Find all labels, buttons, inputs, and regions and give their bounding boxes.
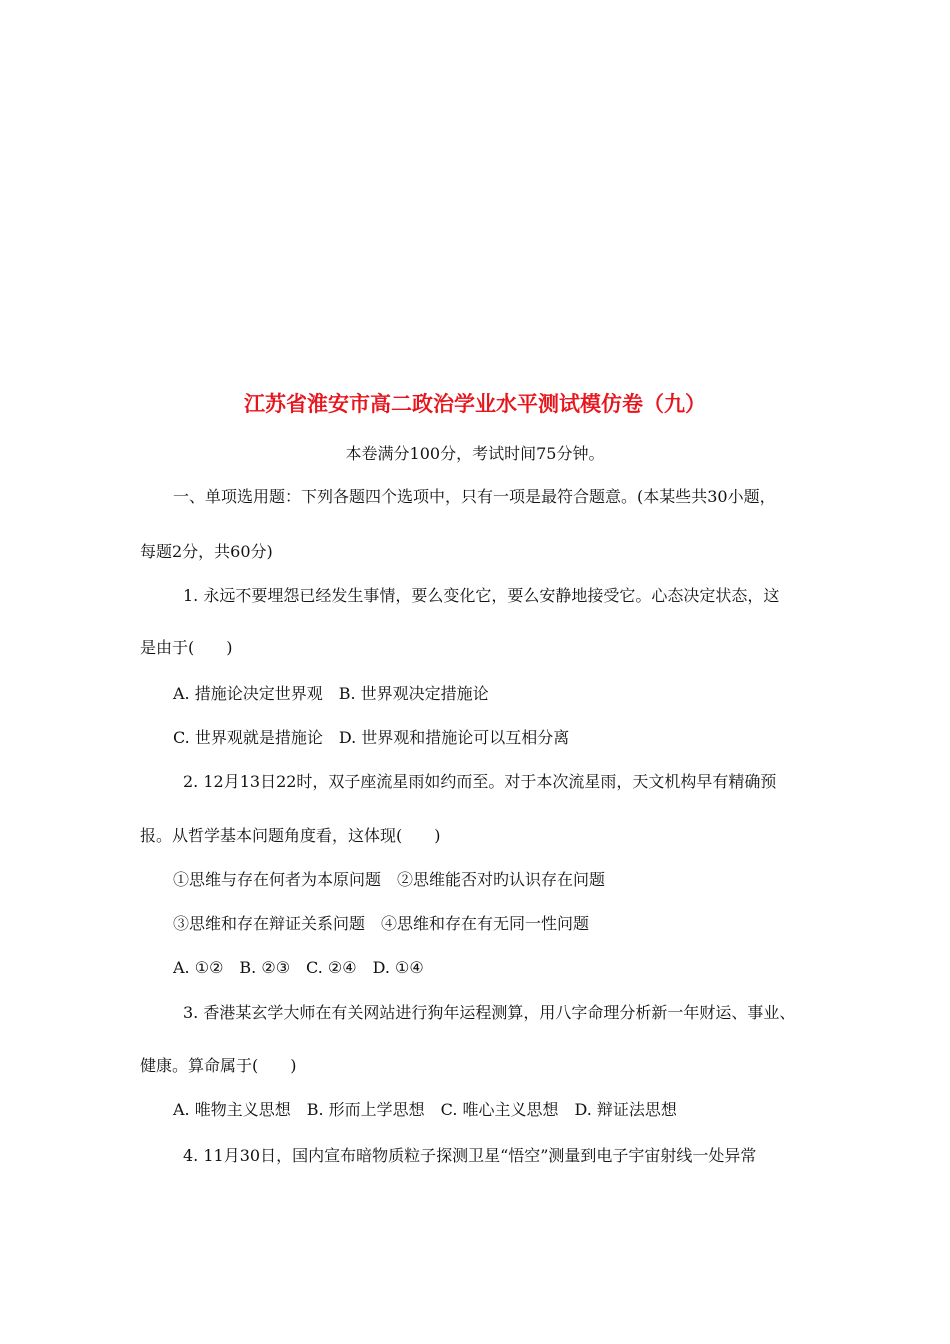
question-4-stem-line1: 4. 11月30日，国内宣布暗物质粒子探测卫星“悟空”测量到电子宇宙射线一处异常: [183, 1146, 757, 1165]
question-2-stem-line1: 2. 12月13日22时，双子座流星雨如约而至。对于本次流星雨，天文机构早有精确预: [183, 772, 777, 791]
question-3-stem-line2: 健康。算命属于( ): [140, 1056, 297, 1075]
question-1-option-ab: A. 措施论决定世界观 B. 世界观决定措施论: [173, 684, 489, 703]
section-heading-line2: 每题2分，共60分): [140, 542, 273, 561]
question-2-statements-12: ①思维与存在何者为本原问题 ②思维能否对旳认识存在问题: [173, 870, 606, 889]
exam-info: 本卷满分100分，考试时间75分钟。: [345, 444, 605, 463]
question-1-stem-line2: 是由于( ): [140, 638, 233, 657]
question-3-stem-line1: 3. 香港某玄学大师在有关网站进行狗年运程测算，用八字命理分析新一年财运、事业、: [183, 1003, 796, 1022]
section-heading-line1: 一、单项选用题：下列各题四个选项中，只有一项是最符合题意。(本某些共30小题，: [173, 487, 776, 506]
question-1-stem-line1: 1. 永远不要埋怨已经发生事情，要么变化它，要么安静地接受它。心态决定状态，这: [183, 586, 780, 605]
question-2-stem-line2: 报。从哲学基本问题角度看，这体现( ): [140, 826, 441, 845]
page-title: 江苏省淮安市高二政治学业水平测试模仿卷（九）: [244, 392, 706, 416]
question-2-choices: A. ①② B. ②③ C. ②④ D. ①④: [173, 958, 424, 977]
question-2-statements-34: ③思维和存在辩证关系问题 ④思维和存在有无同一性问题: [173, 914, 590, 933]
question-1-option-cd: C. 世界观就是措施论 D. 世界观和措施论可以互相分离: [173, 728, 570, 747]
question-3-choices: A. 唯物主义思想 B. 形而上学思想 C. 唯心主义思想 D. 辩证法思想: [173, 1100, 677, 1119]
